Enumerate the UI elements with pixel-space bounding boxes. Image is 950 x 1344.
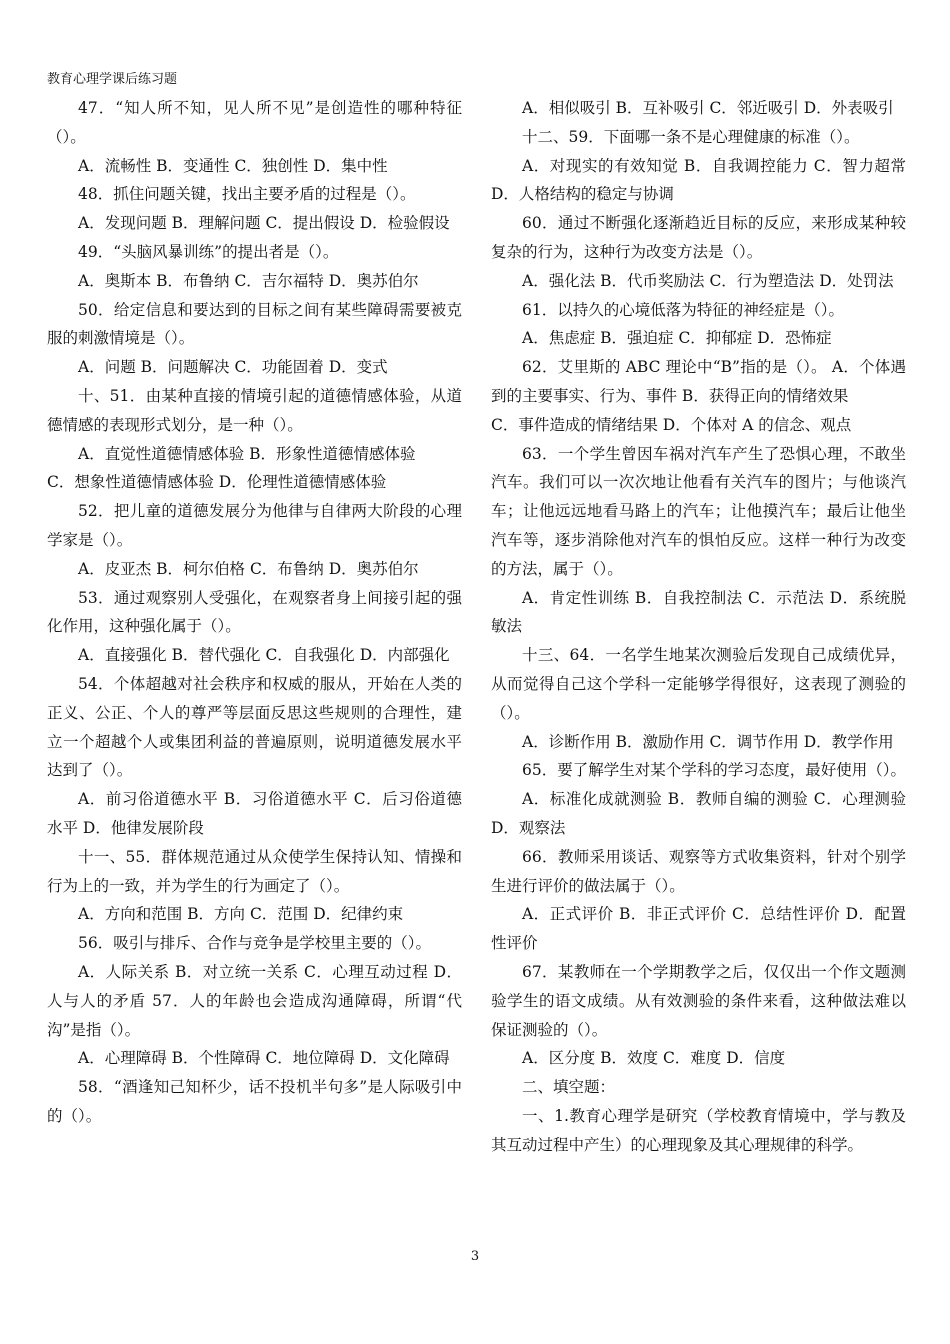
left-column-paragraph: 47．“知人所不知，见人所不见”是创造性的哪种特征（）。 <box>47 99 462 146</box>
right-column-paragraph: A．强化法 B．代币奖励法 C．行为塑造法 D．处罚法 <box>522 271 894 290</box>
right-column-paragraph: A．对现实的有效知觉 B．自我调控能力 C．智力超常 D．人格结构的稳定与协调 <box>491 156 906 204</box>
left-column <box>47 94 462 1131</box>
left-column-paragraph: A．前习俗道德水平 B．习俗道德水平 C．后习俗道德水平 D．他律发展阶段 <box>47 790 462 837</box>
left-column-paragraph: A．发现问题 B．理解问题 C．提出假设 D．检验假设 <box>78 214 450 233</box>
left-column-paragraph: C．想象性道德情感体验 D．伦理性道德情感体验 <box>47 473 387 492</box>
right-column-paragraph: 61．以持久的心境低落为特征的神经症是（）。 <box>522 300 844 319</box>
left-column-paragraph: 58．“酒逢知己知杯少，话不投机半句多”是人际吸引中的（）。 <box>47 1078 462 1125</box>
right-column-paragraph: 63．一个学生曾因车祸对汽车产生了恐惧心理，不敢坐汽车。我们可以一次次地让他看有关汽车的图片；与他谈汽车；让他远远地看马路上的汽车；让他摸汽车；最后让他坐汽车等，逐步消除他对汽车的惧怕反应。这样一种行为改变的方法，属于（）。 <box>491 444 906 578</box>
left-column-paragraph: A．问题 B．问题解决 C．功能固着 D．变式 <box>78 358 388 377</box>
right-column-paragraph: 66．教师采用谈话、观察等方式收集资料，针对个别学生进行评价的做法属于（）。 <box>491 847 906 895</box>
left-column-paragraph: 49．“头脑风暴训练”的提出者是（）。 <box>78 242 339 261</box>
left-column-paragraph: 54．个体超越对社会秩序和权威的服从，开始在人类的正义、公正、个人的尊严等层面反思这些规则的合理性，建立一个超越个人或集团利益的普遍原则，说明道德发展水平达到了（）。 <box>47 674 462 780</box>
left-column-paragraph: A．心理障碍 B．个性障碍 C．地位障碍 D．文化障碍 <box>78 1049 450 1068</box>
right-column-paragraph: A．区分度 B．效度 C．难度 D．信度 <box>522 1049 786 1068</box>
right-column <box>491 94 906 1159</box>
left-column-paragraph: 48．抓住问题关键，找出主要矛盾的过程是（）。 <box>78 185 416 204</box>
left-column-paragraph: A．方向和范围 B．方向 C．范围 D．纪律约束 <box>78 905 404 924</box>
left-column-paragraph: A．奥斯本 B．布鲁纳 C．吉尔福特 D．奥苏伯尔 <box>78 271 419 290</box>
right-column-paragraph: A．相似吸引 B．互补吸引 C．邻近吸引 D．外表吸引 <box>522 99 894 117</box>
right-column-paragraph: A．肯定性训练 B．自我控制法 C．示范法 D．系统脱敏法 <box>491 588 906 636</box>
page-number: 3 <box>470 1249 480 1264</box>
right-column-paragraph: 60．通过不断强化逐渐趋近目标的反应，来形成某种较复杂的行为，这种行为改变方法是（）。 <box>491 214 906 261</box>
right-column-paragraph: C．事件造成的情绪结果 D．个体对 A 的信念、观点 <box>491 415 852 434</box>
left-column-paragraph: A．皮亚杰 B．柯尔伯格 C．布鲁纳 D．奥苏伯尔 <box>78 559 419 578</box>
right-column-paragraph: 62．艾里斯的 ABC 理论中“B”指的是（）。 A．个体遇到的主要事实、行为、事件 B．获得正向的情绪效果 <box>491 358 906 405</box>
document-header: 教育心理学课后练习题 <box>47 72 178 87</box>
right-column-paragraph: A．焦虑症 B．强迫症 C．抑郁症 D．恐怖症 <box>522 329 832 348</box>
right-column-paragraph: 二、填空题： <box>522 1078 616 1097</box>
right-column-paragraph: 65．要了解学生对某个学科的学习态度，最好使用（）。 <box>522 761 906 780</box>
left-column-paragraph: A．流畅性 B．变通性 C．独创性 D．集中性 <box>78 156 388 175</box>
left-column-paragraph: 50．给定信息和要达到的目标之间有某些障碍需要被克服的刺激情境是（）。 <box>47 300 462 348</box>
left-column-paragraph: 十一、55．群体规范通过从众使学生保持认知、情操和行为上的一致，并为学生的行为画定了（）。 <box>47 847 462 895</box>
left-column-paragraph: A．直觉性道德情感体验 B．形象性道德情感体验 <box>78 444 416 463</box>
right-column-paragraph: 十二、59．下面哪一条不是心理健康的标准（）。 <box>522 127 860 146</box>
right-column-paragraph: 67．某教师在一个学期教学之后，仅仅出一个作文题测验学生的语文成绩。从有效测验的条件来看，这种做法难以保证测验的（）。 <box>491 962 906 1039</box>
right-column-paragraph: A．正式评价 B．非正式评价 C．总结性评价 D．配置性评价 <box>491 905 906 953</box>
right-column-paragraph: A．诊断作用 B．激励作用 C．调节作用 D．教学作用 <box>522 732 894 751</box>
left-column-paragraph: 52．把儿童的道德发展分为他律与自律两大阶段的心理学家是（）。 <box>47 502 462 549</box>
right-column-paragraph: 十三、64．一名学生地某次测验后发现自己成绩优异，从而觉得自己这个学科一定能够学得很好，这表现了测验的（）。 <box>491 646 906 722</box>
left-column-paragraph: 53．通过观察别人受强化，在观察者身上间接引起的强化作用，这种强化属于（）。 <box>47 588 462 636</box>
right-column-paragraph: A．标准化成就测验 B．教师自编的测验 C．心理测验 D．观察法 <box>491 790 906 837</box>
left-column-paragraph: 十、51．由某种直接的情境引起的道德情感体验，从道德情感的表现形式划分，是一种（）。 <box>47 386 462 434</box>
left-column-paragraph: 56．吸引与排斥、合作与竞争是学校里主要的（）。 <box>78 934 431 953</box>
right-column-paragraph: 一、1.教育心理学是研究（学校教育情境中，学与教及其互动过程中产生）的心理现象及其心理规律的科学。 <box>491 1106 906 1154</box>
left-column-paragraph: A．直接强化 B．替代强化 C．自我强化 D．内部强化 <box>78 646 450 665</box>
left-column-paragraph: A．人际关系 B．对立统一关系 C．心理互动过程 D．人与人的矛盾 57．人的年龄也会造成沟通障碍，所谓“代沟”是指（）。 <box>47 962 462 1039</box>
